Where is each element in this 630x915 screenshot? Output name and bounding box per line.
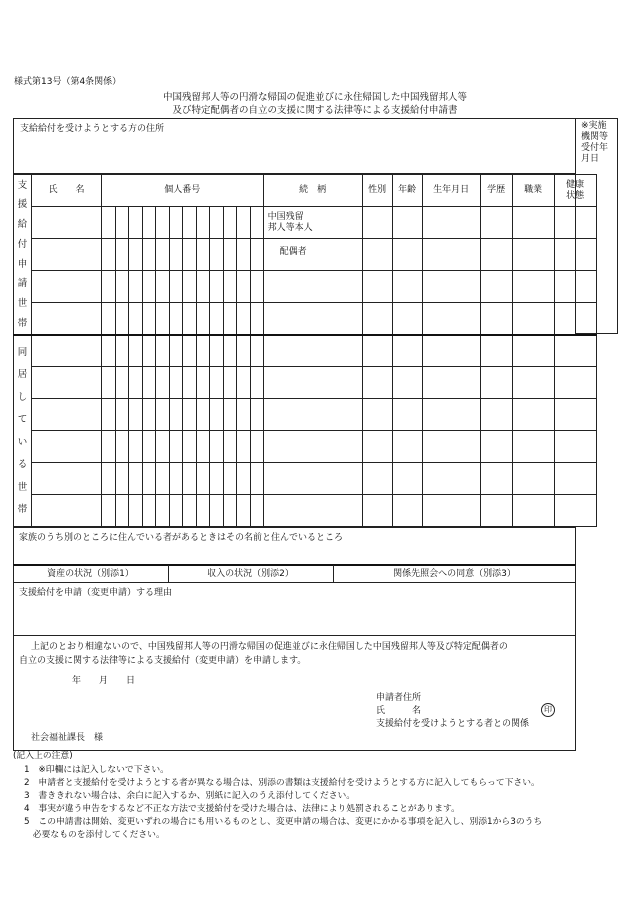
seal-mark: 印	[541, 703, 555, 717]
office-label-2: 機関等	[581, 132, 609, 142]
form-title-line2: 及び特定配偶者の自立の支援に関する法律等による支援給付申請書	[172, 105, 458, 116]
note-1: 1 ※印欄には記入しないで下さい。	[24, 765, 169, 775]
applicant-household-label: 支 援 給 付 申 請 世 帯	[14, 175, 32, 335]
header-health: 健康 状態	[554, 175, 596, 207]
office-label-1: ※実施	[581, 121, 607, 131]
table-row	[14, 431, 597, 463]
header-education: 学歴	[480, 175, 512, 207]
address-label: 支給給付を受けようとする方の住所	[20, 124, 165, 134]
note-2: 2 申請者と支援給付を受けようとする者が異なる場合は、別添の書類は支援給付を受けようとする方に記入してもらって下さい。	[24, 778, 540, 788]
cohabiting-household-label: 同 居 し て い る 世 帯	[14, 335, 32, 527]
table-row	[14, 303, 597, 335]
attachment-income: 収入の状況（別添2）	[207, 569, 294, 579]
applicant-address-label: 申請者住所	[376, 693, 422, 703]
relationship-label: 支援給付を受けようとする者との関係	[376, 719, 530, 729]
header-my-number: 個人番号	[102, 175, 264, 207]
header-name: 氏 名	[32, 175, 102, 207]
table-row	[14, 463, 597, 495]
relation-self: 中国残留 邦人等本人	[263, 207, 362, 239]
attachment-assets: 資産の状況（別添1）	[47, 569, 134, 579]
header-age: 年齢	[392, 175, 422, 207]
household-table	[13, 174, 597, 527]
table-row	[14, 271, 597, 303]
form-number: 様式第13号（第4条関係）	[14, 77, 122, 87]
attachment-consent: 関係先照会への同意（別添3）	[393, 569, 516, 579]
declaration-line2: 自立の支援に関する法律等による支援給付（変更申請）を申請します。	[19, 656, 307, 666]
table-row	[14, 335, 597, 367]
applicant-name-label: 氏 名	[376, 706, 422, 716]
family-elsewhere-label: 家族のうち別のところに住んでいる者があるときはその名前と住んでいるところ	[19, 533, 344, 543]
office-label-4: 月日	[581, 154, 600, 164]
notes-title: (記入上の注意)	[13, 751, 73, 761]
table-row	[14, 495, 597, 527]
table-row	[14, 399, 597, 431]
note-4: 4 事実が違う申告をするなど不正な方法で支援給付を受けた場合は、法律により処罰されることがあります。	[24, 804, 460, 814]
declaration-line1: 上記のとおり相違ないので、中国残留邦人等の円滑な帰国の促進並びに永住帰国した中国残留邦人等及び特定配偶者の	[31, 642, 508, 652]
relation-spouse: 配偶者	[263, 239, 362, 271]
application-date[interactable]: 年 月 日	[72, 676, 136, 686]
header-birthdate: 生年月日	[422, 175, 480, 207]
note-3: 3 書ききれない場合は、余白に記入するか、別紙に記入のうえ添付してください。	[24, 791, 356, 801]
note-5-cont: 必要なものを添付してください。	[24, 830, 165, 840]
header-sex: 性別	[362, 175, 392, 207]
table-row	[14, 367, 597, 399]
form-title-line1: 中国残留邦人等の円滑な帰国の促進並びに永住帰国した中国残留邦人等	[162, 92, 467, 103]
table-row	[14, 239, 597, 271]
note-5: 5 この申請書は開始、変更いずれの場合にも用いるものとし、変更申請の場合は、変更にかかる事項を記入し、別添1から3のうち	[24, 817, 543, 827]
reason-label: 支援給付を申請（変更申請）する理由	[19, 588, 173, 598]
header-relation: 続 柄	[263, 175, 362, 207]
addressee: 社会福祉課長 様	[31, 733, 104, 743]
header-occupation: 職業	[512, 175, 554, 207]
table-row	[14, 207, 597, 239]
office-label-3: 受付年	[581, 143, 609, 153]
